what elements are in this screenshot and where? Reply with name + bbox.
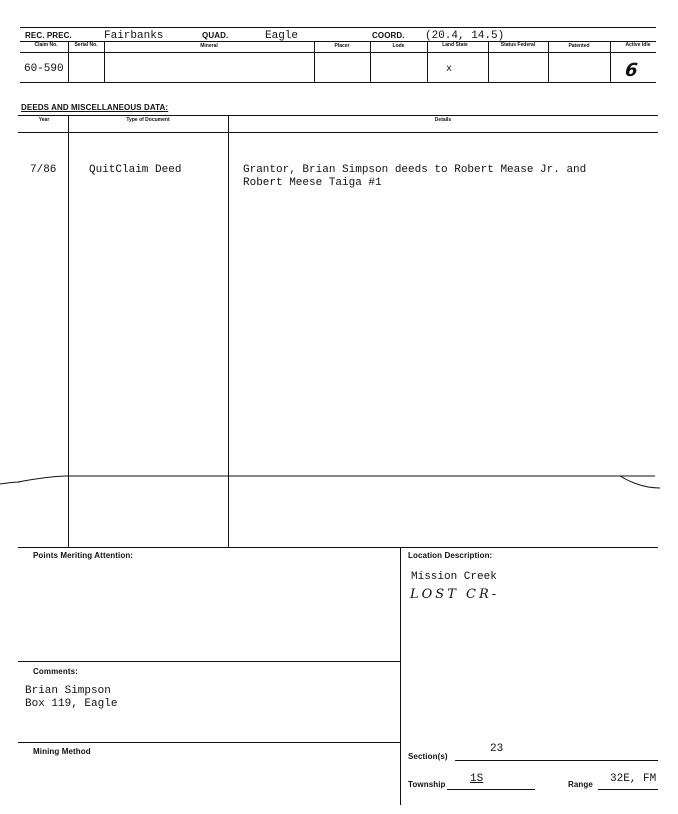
col-lode: Lode — [392, 43, 405, 49]
township-value: 1S — [470, 773, 484, 785]
land-state-mark: x — [446, 64, 453, 75]
comments-line1: Brian Simpson — [25, 685, 111, 697]
col-type-of-document: Type of Document — [126, 117, 170, 123]
quad-value: Eagle — [265, 30, 299, 42]
points-meriting-attention-label: Points Meriting Attention: — [33, 551, 134, 560]
location-description-label: Location Description: — [408, 551, 493, 560]
col-active-idle: Active Idle — [625, 42, 651, 48]
col-mineral: Mineral — [200, 43, 218, 49]
deed-details-line2: Robert Meese Taiga #1 — [243, 177, 382, 189]
quad-label: QUAD. — [202, 31, 229, 40]
col-claim-no: Claim No. — [34, 42, 58, 48]
township-underline — [447, 789, 535, 790]
comments-label: Comments: — [33, 667, 78, 676]
col-placer: Placer — [334, 43, 350, 49]
claim-number: 60-590 — [24, 63, 64, 75]
deed-year: 7/86 — [30, 164, 57, 176]
deed-type: QuitClaim Deed — [89, 164, 182, 176]
col-serial-no: Serial No. — [74, 42, 98, 48]
section-value: 23 — [490, 743, 504, 755]
township-label: Township — [408, 780, 446, 789]
col-year: Year — [38, 117, 50, 123]
mining-method-label: Mining Method — [33, 747, 91, 756]
range-underline — [598, 789, 658, 790]
active-idle-mark: 6 — [622, 60, 641, 81]
location-typed: Mission Creek — [411, 571, 497, 583]
deed-details-line1: Grantor, Brian Simpson deeds to Robert Mease Jr. and — [243, 164, 587, 176]
range-value: 32E, FM — [610, 773, 657, 785]
section-label: Section(s) — [408, 752, 448, 761]
col-status-federal: Status Federal — [500, 42, 536, 48]
scan-fold-artifact — [0, 470, 678, 510]
col-patented: Patented — [568, 43, 590, 49]
comments-line2: Box 119, Eagle — [25, 698, 118, 710]
rec-prec-label: REC. PREC. — [25, 31, 72, 40]
range-label: Range — [568, 780, 593, 789]
deeds-section-title: DEEDS AND MISCELLANEOUS DATA: — [21, 103, 169, 112]
location-handwritten: LOST CR- — [410, 587, 500, 602]
col-land-state: Land State — [442, 42, 468, 48]
rec-prec-value: Fairbanks — [104, 30, 164, 42]
coord-value: (20.4, 14.5) — [425, 30, 505, 42]
coord-label: COORD. — [372, 31, 405, 40]
col-details: Details — [434, 117, 452, 123]
section-underline — [455, 760, 658, 761]
